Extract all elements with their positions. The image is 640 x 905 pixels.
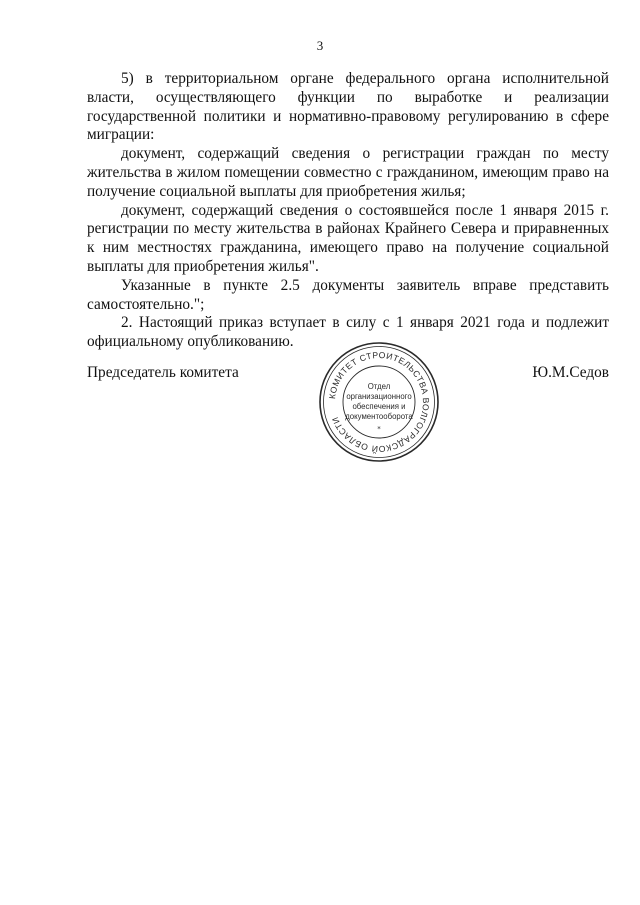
svg-text:Отдел: Отдел [367, 382, 391, 391]
document-body [87, 70, 609, 352]
signatory-name: Ю.М.Седов [532, 364, 609, 381]
paragraph-far-north-document: документ, содержащий сведения о состоявшейся после 1 января 2015 г. регистрации по месту жительства в районах Крайнего Севера и приравненных к ним местностях гражданина, имеющего право на получение социальной выплаты для приобретения жилья". [87, 201, 609, 275]
paragraph-effective-date: 2. Настоящий приказ вступает в силу с 1 января 2021 года и подлежит официальному опубликованию. [87, 314, 609, 351]
svg-text:обеспечения и: обеспечения и [352, 402, 406, 411]
svg-text:организационного: организационного [346, 392, 412, 401]
paragraph-registration-document: документ, содержащий сведения о регистрации граждан по месту жительства в жилом помещении совместно с гражданином, имеющим право на получение социальной выплаты для приобретения жилья; [87, 145, 609, 200]
paragraph-applicant-right: Указанные в пункте 2.5 документы заявитель вправе представить самостоятельно."; [87, 276, 609, 313]
paragraph-item-5: 5) в территориальном органе федерального органа исполнительной власти, осуществляющего функции по выработке и реализации государственной политики и нормативно-правовому регулированию в сфере миграции: [87, 70, 609, 144]
page-number: 3 [316, 38, 324, 53]
seal-stamp [316, 339, 442, 465]
svg-text:КОМИТЕТ СТРОИТЕЛЬСТВА ВОЛГОГРА: КОМИТЕТ СТРОИТЕЛЬСТВА ВОЛГОГРАДСКОЙ ОБЛАСТИ [327, 349, 432, 455]
svg-text:*: * [377, 425, 381, 433]
svg-text:документооборота: документооборота [345, 412, 413, 421]
signatory-title: Председатель комитета [87, 364, 239, 381]
